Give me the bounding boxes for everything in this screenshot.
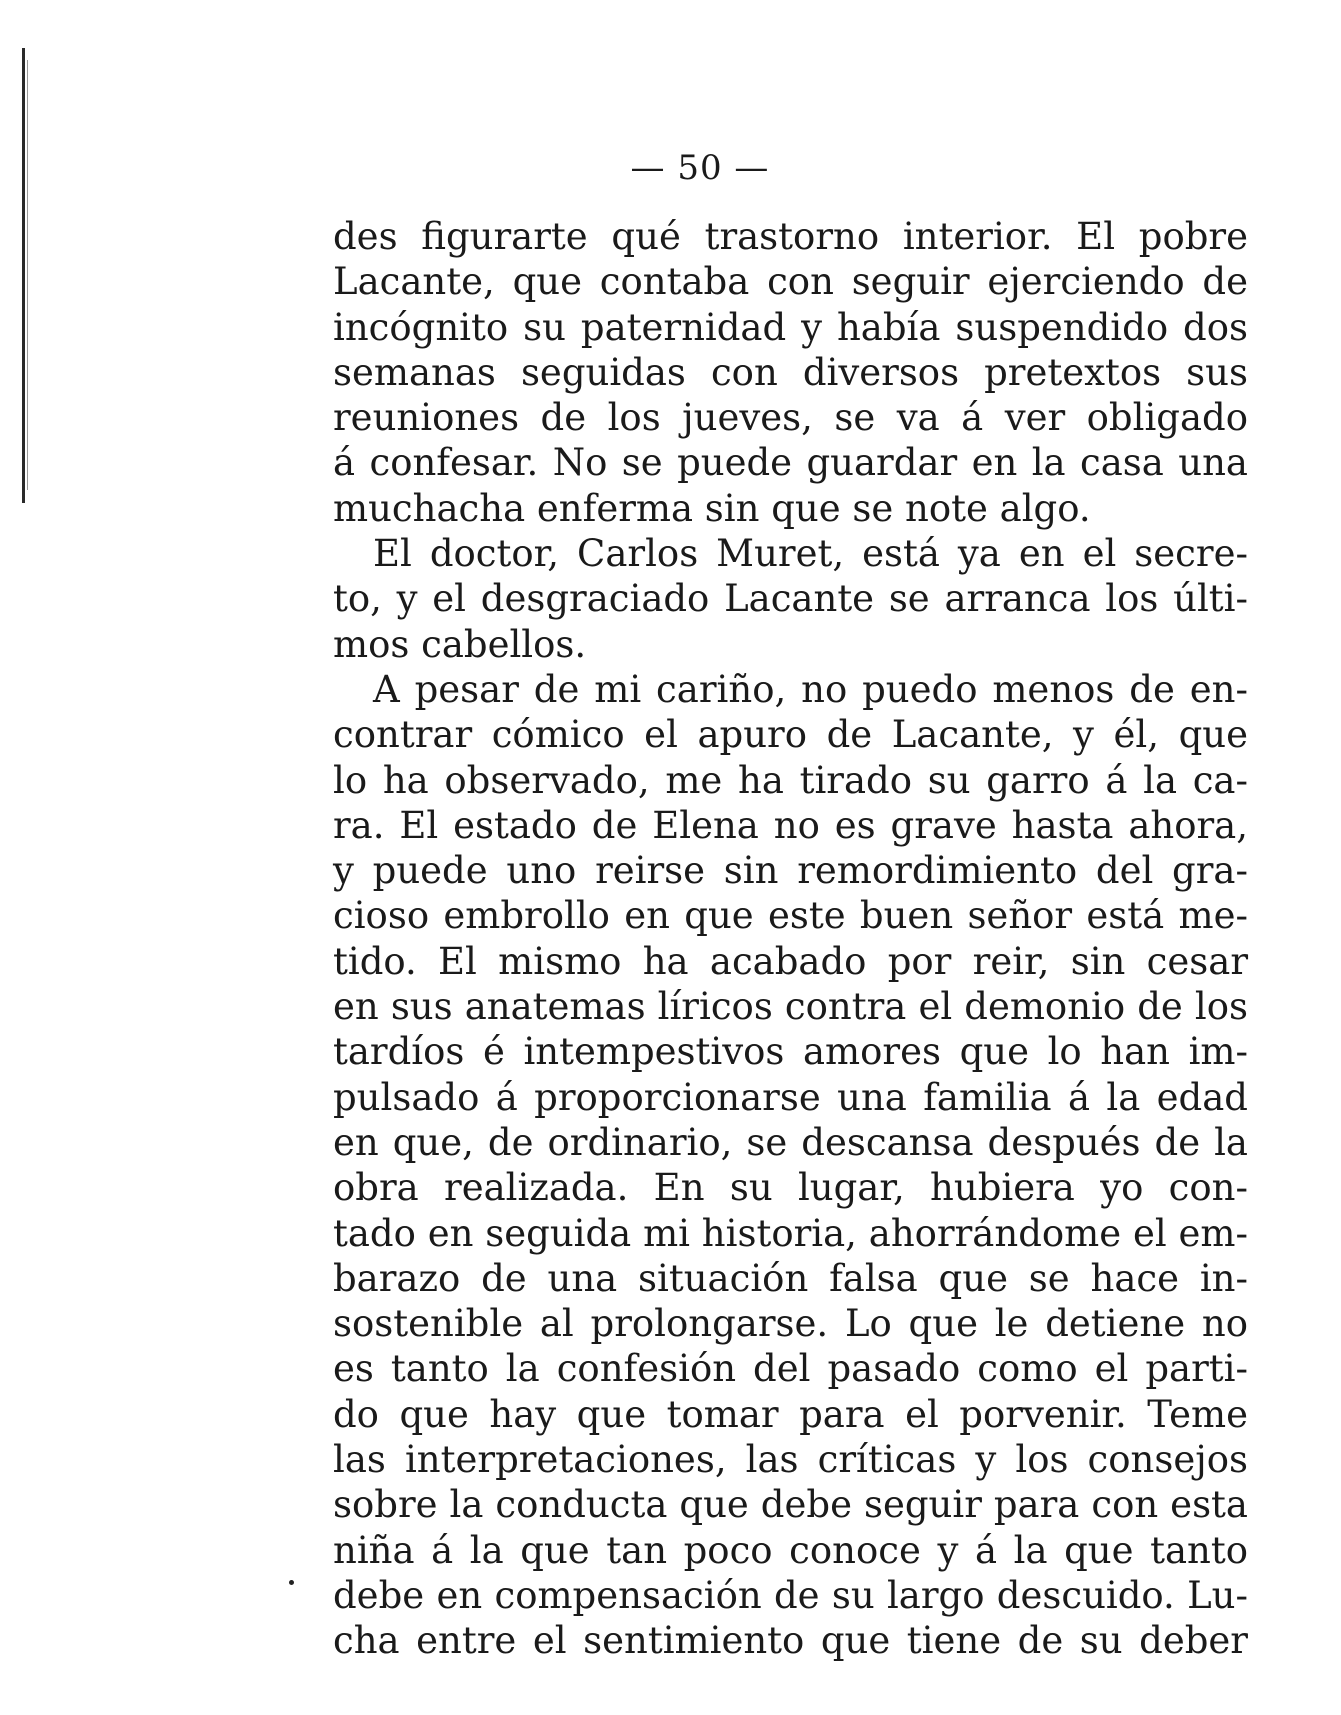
text-line: debe en compensación de su largo descuido. Lu- [333, 1573, 1248, 1617]
text-line: ra. El estado de Elena no es grave hasta ahora, [333, 803, 1248, 847]
text-line: en que, de ordinario, se descansa después de la [333, 1120, 1248, 1164]
text-line: semanas seguidas con diversos pretextos sus [333, 350, 1248, 394]
text-line: cioso embrollo en que este buen señor está me- [333, 894, 1248, 938]
text-line: obra realizada. En su lugar, hubiera yo con- [333, 1166, 1248, 1210]
text-line: muchacha enferma sin que se note algo. [333, 486, 1091, 530]
body-text [333, 214, 1248, 1664]
text-line: cha entre el sentimiento que tiene de su deber [333, 1619, 1248, 1663]
text-line: sostenible al prolongarse. Lo que le detiene no [333, 1302, 1248, 1346]
text-line: tido. El mismo ha acabado por reir, sin cesar [333, 939, 1248, 983]
text-line: pulsado á proporcionarse una familia á la edad [333, 1075, 1248, 1119]
text-line: á confesar. No se puede guardar en la casa una [333, 441, 1248, 485]
ink-speck [289, 1580, 294, 1585]
text-line: lo ha observado, me ha tirado su garro á la ca- [333, 758, 1248, 802]
text-line: tado en seguida mi historia, ahorrándome el em- [333, 1211, 1248, 1255]
scan-binding-shadow [27, 60, 28, 490]
text-line: niña á la que tan poco conoce y á la que tanto [333, 1528, 1248, 1572]
page-number: — 50 — [630, 148, 770, 188]
text-line: tardíos é intempestivos amores que lo han im- [333, 1030, 1248, 1074]
text-line: mos cabellos. [333, 622, 587, 666]
text-line: contrar cómico el apuro de Lacante, y él, que [333, 713, 1248, 757]
text-line: A pesar de mi cariño, no puedo menos de en- [373, 667, 1248, 711]
text-line: las interpretaciones, las críticas y los consejos [333, 1438, 1248, 1482]
text-line: y puede uno reirse sin remordimiento del gra- [333, 849, 1248, 893]
text-line: es tanto la confesión del pasado como el parti- [333, 1347, 1248, 1391]
text-line: El doctor, Carlos Muret, está ya en el secre- [373, 532, 1248, 576]
scan-binding-edge [22, 48, 25, 503]
text-line: incógnito su paternidad y había suspendido dos [333, 305, 1248, 349]
text-line: reuniones de los jueves, se va á ver obligado [333, 396, 1248, 440]
text-line: des figurarte qué trastorno interior. El pobre [333, 215, 1248, 258]
text-line: barazo de una situación falsa que se hace in- [333, 1256, 1248, 1300]
text-line: Lacante, que contaba con seguir ejerciendo de [333, 260, 1248, 304]
text-line: do que hay que tomar para el porvenir. Teme [333, 1392, 1248, 1436]
text-line: en sus anatemas líricos contra el demonio de los [333, 985, 1248, 1029]
text-line: to, y el desgraciado Lacante se arranca los últi- [333, 577, 1248, 621]
text-line: sobre la conducta que debe seguir para con esta [333, 1483, 1248, 1527]
